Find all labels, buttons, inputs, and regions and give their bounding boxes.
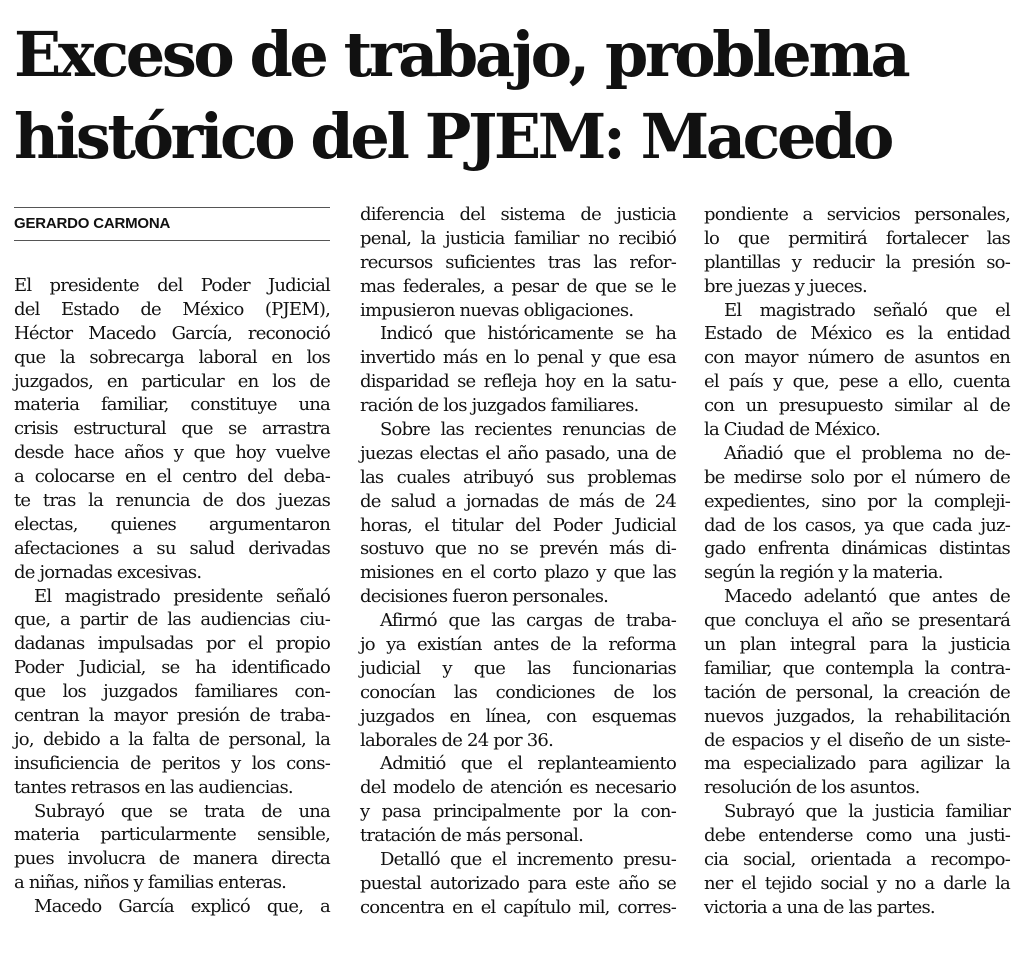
- text-line: resolución de los asuntos.: [704, 777, 920, 799]
- text-line: materia familiar, constituye una: [14, 394, 330, 416]
- text-line: que, a partir de las audiencias ciu-: [14, 609, 330, 631]
- text-line: a colocarse en el centro del deba-: [14, 466, 330, 488]
- text-line: debe entenderse como una justi-: [704, 825, 1010, 847]
- text-line: plantillas y reducir la presión so-: [704, 251, 1010, 273]
- text-line: concentra en el capítulo mil, corres-: [360, 896, 676, 918]
- headline-line-1: Exceso de trabajo, problema: [14, 18, 908, 91]
- text-line: juezas electas el año pasado, una de: [360, 442, 676, 464]
- text-line: con mayor número de asuntos en: [704, 347, 1010, 369]
- text-line: de espacios y el diseño de un siste-: [704, 729, 1010, 751]
- text-line: misiones en el corto plazo y que las: [360, 562, 676, 584]
- text-line: be medirse solo por el número de: [704, 466, 1010, 488]
- text-line: Sobre las recientes renuncias de: [380, 419, 676, 441]
- text-line: desde hace años y que hoy vuelve: [14, 442, 330, 464]
- text-line: Admitió que el replanteamiento: [380, 753, 676, 775]
- text-line: conocían las condiciones de los: [360, 681, 676, 703]
- byline-rule-box: [14, 207, 330, 241]
- text-line: centran la mayor presión de traba-: [14, 705, 330, 727]
- text-line: mas federales, a pesar de que se le: [360, 275, 676, 297]
- text-line: Subrayó que se trata de una: [34, 800, 330, 822]
- text-line: judicial y que las funcionarias: [360, 657, 676, 679]
- text-line: electas, quienes argumentaron: [14, 513, 330, 535]
- text-line: tación de personal, la creación de: [704, 681, 1010, 703]
- text-line: que concluya el año se presentará: [704, 610, 1010, 632]
- text-line: ración de los juzgados familiares.: [360, 395, 639, 417]
- text-line: lo que permitirá fortalecer las: [704, 227, 1010, 249]
- text-line: que los juzgados familiares con-: [14, 681, 330, 703]
- article-column-2: [360, 203, 676, 920]
- text-line: juzgados, en particular en los de: [14, 370, 330, 392]
- headline-line-2: histórico del PJEM: Macedo: [14, 100, 891, 173]
- text-line: juzgados en línea, con esquemas: [360, 705, 676, 727]
- text-line: disparidad se refleja hoy en la satu-: [360, 371, 676, 393]
- text-line: Afirmó que las cargas de traba-: [380, 610, 676, 632]
- text-line: invertido más en lo penal y que esa: [360, 347, 676, 369]
- text-line: El magistrado señaló que el: [724, 299, 1010, 321]
- text-line: cia social, orientada a recompo-: [704, 849, 1010, 871]
- text-line: Macedo adelantó que antes de: [724, 586, 1010, 608]
- text-line: diferencia del sistema de justicia: [360, 204, 676, 225]
- text-line: pondiente a servicios personales,: [704, 204, 1010, 225]
- text-line: y pasa principalmente por la con-: [360, 801, 676, 823]
- text-line: con un presupuesto similar al de: [704, 395, 1010, 417]
- text-line: la Ciudad de México.: [704, 419, 881, 441]
- text-line: las cuales atribuyó sus problemas: [360, 466, 676, 488]
- text-line: decisiones fueron personales.: [360, 586, 609, 608]
- text-line: tantes retrasos en las audiencias.: [14, 776, 293, 798]
- text-line: sostuvo que no se prevén más di-: [360, 538, 676, 560]
- text-line: dadanas impulsadas por el propio: [14, 633, 330, 655]
- text-line: bre juezas y jueces.: [704, 275, 867, 297]
- text-line: un plan integral para la justicia: [704, 634, 1010, 656]
- text-line: según la región y la materia.: [704, 562, 943, 584]
- text-line: ma especializado para agilizar la: [704, 753, 1010, 775]
- text-line: Poder Judicial, se ha identificado: [14, 657, 330, 679]
- text-line: ner el tejido social y no a darle la: [704, 872, 1010, 894]
- text-line: del Estado de México (PJEM),: [14, 298, 330, 320]
- text-line: horas, el titular del Poder Judicial: [360, 514, 676, 536]
- text-line: que la sobrecarga laboral en los: [14, 346, 330, 368]
- text-line: a niñas, niños y familias enteras.: [14, 872, 287, 894]
- text-line: Macedo García explicó que, a: [34, 896, 330, 918]
- text-line: familiar, que contempla la contra-: [704, 657, 1010, 679]
- text-line: te tras la renuncia de dos juezas: [14, 490, 330, 512]
- article-column-1: [14, 274, 330, 919]
- text-line: jo, debido a la falta de personal, la: [14, 728, 330, 750]
- text-line: El magistrado presidente señaló: [34, 585, 330, 607]
- text-line: victoria a una de las partes.: [704, 896, 935, 918]
- text-line: jo ya existían antes de la reforma: [360, 634, 676, 656]
- text-line: Indicó que históricamente se ha: [380, 323, 676, 345]
- text-line: pues involucra de manera directa: [14, 848, 330, 870]
- text-line: recursos suficientes tras las refor-: [360, 251, 676, 273]
- article-column-3: [704, 203, 1010, 920]
- text-line: Añadió que el problema no de-: [724, 442, 1010, 464]
- text-line: penal, la justicia familiar no recibió: [360, 227, 676, 249]
- byline: GERARDO CARMONA: [14, 215, 171, 232]
- text-line: gado enfrenta dinámicas distintas: [704, 538, 1010, 560]
- text-line: impusieron nuevas obligaciones.: [360, 299, 634, 321]
- text-line: Detalló que el incremento presu-: [380, 849, 676, 871]
- text-line: del modelo de atención es necesario: [360, 777, 676, 799]
- text-line: nuevos juzgados, la rehabilitación: [704, 705, 1010, 727]
- headline: [14, 14, 1014, 178]
- text-line: afectaciones a su salud derivadas: [14, 537, 330, 559]
- text-line: materia particularmente sensible,: [14, 824, 330, 846]
- text-line: expedientes, sino por la compleji-: [704, 490, 1010, 512]
- text-line: Héctor Macedo García, reconoció: [14, 322, 330, 344]
- text-line: El presidente del Poder Judicial: [14, 275, 330, 296]
- text-line: Estado de México es la entidad: [704, 323, 1010, 345]
- text-line: crisis estructural que se arrastra: [14, 418, 330, 440]
- text-line: dad de los casos, ya que cada juz-: [704, 514, 1010, 536]
- text-line: de jornadas excesivas.: [14, 561, 202, 583]
- text-line: de salud a jornadas de más de 24: [360, 490, 676, 512]
- text-line: insuficiencia de peritos y los cons-: [14, 752, 330, 774]
- text-line: puestal autorizado para este año se: [360, 872, 676, 894]
- text-line: Subrayó que la justicia familiar: [724, 801, 1010, 823]
- text-line: tratación de más personal.: [360, 825, 584, 847]
- text-line: laborales de 24 por 36.: [360, 729, 553, 751]
- text-line: el país y que, pese a ello, cuenta: [704, 371, 1010, 393]
